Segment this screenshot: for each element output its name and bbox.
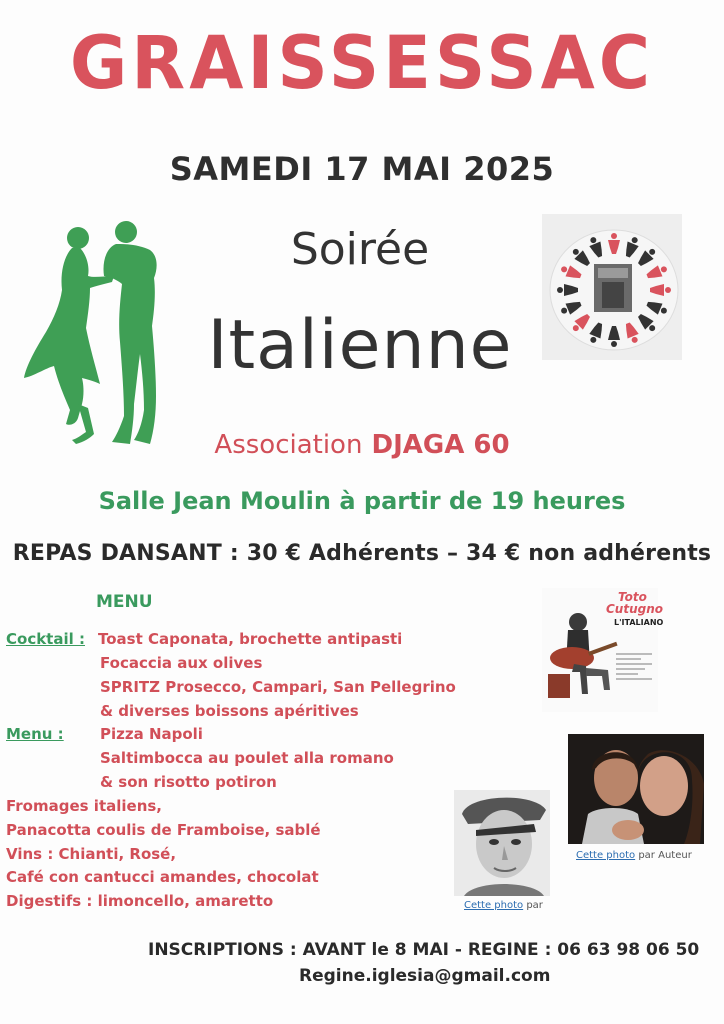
- menu-item: Café con cantucci amandes, chocolat: [6, 868, 319, 886]
- menu-item: Fromages italiens,: [6, 797, 162, 815]
- menu-item: Pizza Napoli: [100, 725, 203, 743]
- event-date: SAMEDI 17 MAI 2025: [169, 150, 555, 188]
- menu-label: Menu :: [6, 725, 64, 743]
- cocktail-item: Toast Caponata, brochette antipasti: [98, 630, 403, 648]
- event-title-line1: Soirée: [290, 224, 430, 275]
- contact-email: Regine.iglesia@gmail.com: [299, 966, 551, 986]
- menu-item: Digestifs : limoncello, amaretto: [6, 892, 274, 910]
- cocktail-item: SPRITZ Prosecco, Campari, San Pellegrino: [100, 678, 456, 696]
- cocktail-item: & diverses boissons apéritives: [100, 702, 359, 720]
- menu-item: Panacotta coulis de Framboise, sablé: [6, 821, 321, 839]
- event-title-line2: Italienne: [207, 306, 513, 385]
- association-name: DJAGA 60: [371, 430, 510, 460]
- association-label: Association: [214, 430, 363, 460]
- association: [0, 430, 724, 460]
- menu-item: & son risotto potiron: [100, 773, 277, 791]
- menu-item: Vins : Chianti, Rosé,: [6, 845, 177, 863]
- portrait-photo: [454, 790, 550, 896]
- photo-credit-author: par: [523, 900, 543, 911]
- page-title: GRAISSESSAC: [69, 19, 655, 107]
- unity-circle-image: [542, 214, 682, 360]
- photo-credit-link[interactable]: Cette photo: [576, 850, 636, 861]
- menu-item: Saltimbocca au poulet alla romano: [100, 749, 394, 767]
- photo-credit-author: par Auteur: [635, 850, 692, 861]
- cocktail-item: Focaccia aux olives: [100, 654, 263, 672]
- album-title: L'ITALIANO: [614, 618, 664, 627]
- photo-credit-link[interactable]: Cette photo: [464, 900, 524, 911]
- photo-credit-1: [576, 850, 692, 861]
- album-artist-line2: Cutugno: [606, 602, 664, 616]
- photo-credit-2: [464, 900, 543, 911]
- cocktail-label: Cocktail :: [6, 630, 85, 648]
- album-artist-line1: Toto: [618, 590, 647, 604]
- tracklist-graphic: [616, 650, 652, 700]
- album-cover-image: [542, 588, 664, 712]
- menu-heading: MENU: [96, 592, 153, 612]
- price-line: REPAS DANSANT : 30 € Adhérents – 34 € non adhérents: [12, 541, 712, 566]
- registration-info: INSCRIPTIONS : AVANT le 8 MAI - REGINE : 06 63 98 06 50: [148, 940, 700, 960]
- dancers-silhouette: [20, 218, 170, 454]
- couple-photo: [568, 734, 704, 844]
- venue: Salle Jean Moulin à partir de 19 heures: [98, 487, 626, 515]
